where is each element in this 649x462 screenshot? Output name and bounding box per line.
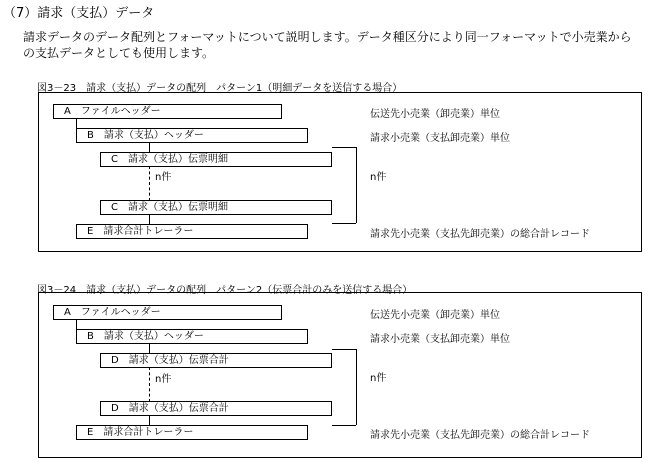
description-line-1: 請求データのデータ配列とフォーマットについて説明します。データ種区分により同一フォーマットで小売業から: [23, 30, 632, 44]
diagram-frame: [38, 292, 642, 458]
figure-caption: 図3－23 請求（支払）データの配列 パターン1（明細データを送信する場合）: [37, 83, 403, 94]
note-header: 請求小売業（支払卸売業）単位: [370, 334, 510, 345]
note-trailer: 請求先小売業（支払先卸売業）の総合計レコード: [370, 430, 590, 441]
note-trailer: 請求先小売業（支払先卸売業）の総合計レコード: [370, 229, 590, 240]
repeat-label: n件: [155, 172, 172, 183]
file-header-node: A ファイルヘッダー: [53, 305, 282, 320]
detail-node-last: C 請求（支払）伝票明細: [100, 200, 332, 215]
trailer-node: E 請求合計トレーラー: [76, 224, 308, 239]
figure-caption: 図3－24 請求（支払）データの配列 パターン2（伝票合計のみを送信する場合）: [37, 285, 413, 296]
diagram-frame: [38, 92, 642, 252]
trailer-node: E 請求合計トレーラー: [76, 425, 308, 440]
note-repeat: n件: [370, 373, 387, 384]
note-file-header: 伝送先小売業（卸売業）単位: [370, 109, 500, 120]
note-repeat: n件: [370, 172, 387, 183]
file-header-node: A ファイルヘッダー: [53, 104, 282, 119]
section-title: （7）請求（支払）データ: [3, 6, 155, 21]
header-node: B 請求（支払）ヘッダー: [76, 128, 308, 143]
detail-node-first: C 請求（支払）伝票明細: [100, 152, 332, 167]
note-file-header: 伝送先小売業（卸売業）単位: [370, 310, 500, 321]
total-node-last: D 請求（支払）伝票合計: [100, 401, 332, 416]
repeat-label: n件: [155, 374, 172, 385]
header-node: B 請求（支払）ヘッダー: [76, 329, 308, 344]
total-node-first: D 請求（支払）伝票合計: [100, 353, 332, 368]
note-header: 請求小売業（支払卸売業）単位: [370, 133, 510, 144]
description-line-2: の支払データとしても使用します。: [23, 46, 215, 60]
